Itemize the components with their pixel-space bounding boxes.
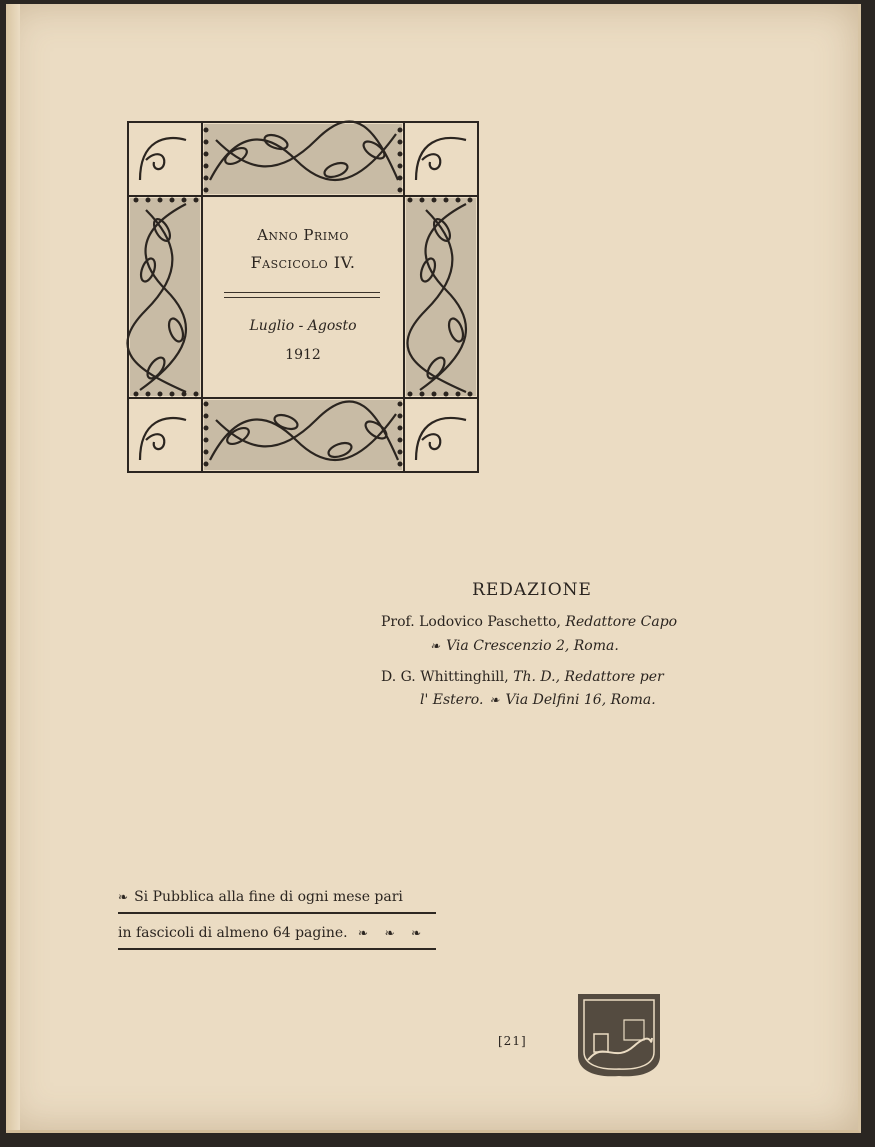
redazione-line-4 [420, 692, 656, 708]
publication-line-1 [118, 886, 436, 914]
foreign-editor-name: D. G. Whittinghill, [381, 669, 509, 685]
fleuron-icon: ❧ [411, 926, 422, 940]
anno-label: Anno Primo [257, 226, 349, 244]
redazione-line-3 [381, 669, 664, 685]
redazione-line-2 [424, 638, 619, 654]
fleuron-icon: ❧ [489, 693, 500, 707]
library-stamp-icon [574, 990, 664, 1080]
fleuron-icon: ❧ [384, 926, 395, 940]
foreign-editor-address: Via Delfini 16, [505, 692, 607, 708]
redazione-title: REDAZIONE [472, 580, 592, 600]
fleuron-icon: ❧ [430, 639, 441, 653]
year-label: 1912 [285, 347, 321, 363]
editor-address: Via Crescenzio 2, Roma. [446, 638, 619, 654]
library-stamp [574, 990, 664, 1080]
fleuron-icon: ❧ [118, 890, 129, 904]
page-number: [21] [498, 1034, 527, 1048]
foreign-editor-role-cont: l' Estero. [420, 692, 484, 708]
redazione-line-1 [381, 614, 677, 630]
foreign-editor-city: Roma. [610, 692, 656, 708]
fleuron-icon: ❧ [358, 926, 369, 940]
fascicolo-label: Fascicolo IV. [250, 253, 356, 272]
page-edge [6, 4, 20, 1130]
editor-name: Prof. Lodovico Paschetto, [381, 614, 561, 630]
months-label: Luglio - Agosto [249, 318, 357, 334]
editor-role: Redattore Capo [565, 614, 678, 630]
publication-note [118, 886, 436, 958]
double-rule [224, 292, 380, 298]
foreign-editor-role: Redattore per [564, 669, 664, 685]
publication-text-2: in fascicoli di almeno 64 pagine. [118, 925, 348, 941]
publication-line-2 [118, 922, 436, 950]
ornamental-frame [126, 120, 480, 474]
publication-text-1: Si Pubblica alla fine di ogni mese pari [134, 889, 403, 905]
foreign-editor-degree: Th. D., [513, 669, 561, 685]
